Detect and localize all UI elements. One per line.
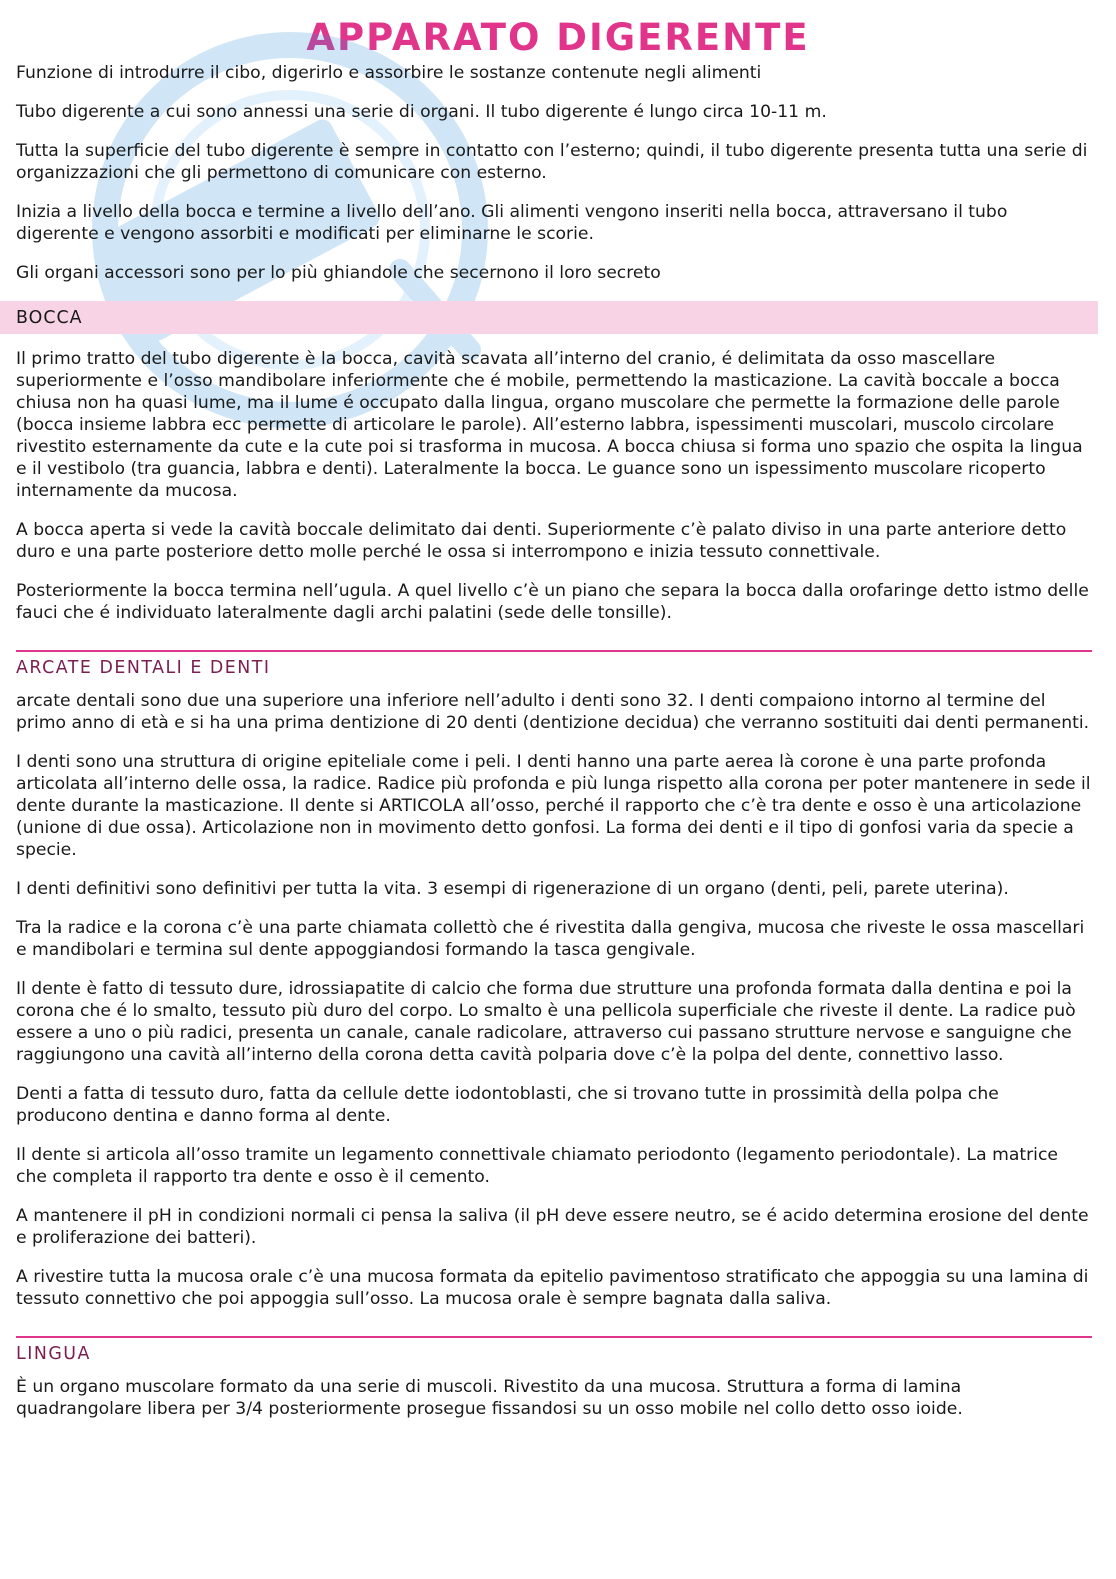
section-divider [16, 1336, 1092, 1338]
intro-paragraph: Inizia a livello della bocca e termine a livello dell’ano. Gli alimenti vengono inseriti nella bocca, attraversano il tubo digerente e vengono assorbiti e modificati per eliminarne le scorie. [16, 202, 1008, 244]
document-body [0, 62, 1116, 1420]
intro-paragraph: Tubo digerente a cui sono annessi una serie di organi. Il tubo digerente é lungo circa 10-11 m. [16, 102, 827, 122]
intro-paragraph: Tutta la superficie del tubo digerente è sempre in contatto con l’esterno; quindi, il tubo digerente presenta tutta una serie di organizzazioni che gli permettono di comunicare con esterno. [16, 141, 1088, 183]
intro-paragraph: Gli organi accessori sono per lo più ghiandole che secernono il loro secreto [16, 263, 661, 283]
arcate-paragraph: Il dente è fatto di tessuto dure, idrossiapatite di calcio che forma due strutture una profonda formata dalla dentina e poi la corona che é lo smalto, tessuto più duro del corpo. Lo smalto è una pellicola superficiale che riveste il dente. La radice può essere a uno o più radici, presenta un canale, canale radicolare, attraverso cui passano strutture nervose e sanguigne che raggiungono una cavità all’interno della corona detta cavità polparia dove c’è la polpa del dente, connettivo lasso. [16, 979, 1076, 1065]
section-heading-bocca: BOCCA [0, 301, 1098, 334]
bocca-paragraph: Posteriormente la bocca termina nell’ugula. A quel livello c’è un piano che separa la bocca dalla orofaringe detto istmo delle fauci che é individuato lateralmente dagli archi palatini (sede delle tonsille). [16, 581, 1089, 623]
arcate-paragraph: I denti definitivi sono definitivi per tutta la vita. 3 esempi di rigenerazione di un organo (denti, peli, parete uterina). [16, 879, 1009, 899]
bocca-paragraph: Il primo tratto del tubo digerente è la bocca, cavità scavata all’interno del cranio, é delimitata da osso mascellare superiormente e l’osso mandibolare inferiormente che é mobile, permettendo la masticazione. La cavità boccale a bocca chiusa non ha quasi lume, ma il lume é occupato dalla lingua, organo muscolare che permette la formazione delle parole (bocca insieme labbra ecc permette di articolare le parole). All’esterno labbra, ispessimenti muscolari, muscolo circolare rivestito esternamente da cute e la cute poi si trasforma in mucosa. A bocca chiusa si forma uno spazio che ospita la lingua e il vestibolo (tra guancia, labbra e denti). Lateralmente la bocca. Le guance sono un ispessimento muscolare ricoperto internamente da mucosa. [16, 349, 1083, 501]
section-heading-lingua: LINGUA [16, 1344, 91, 1364]
page-title: APPARATO DIGERENTE [306, 16, 810, 59]
arcate-paragraph: A rivestire tutta la mucosa orale c’è una mucosa formata da epitelio pavimentoso stratificato che appoggia su una lamina di tessuto connettivo che poi appoggia sull’osso. La mucosa orale è sempre bagnata dalla saliva. [16, 1267, 1089, 1309]
bocca-paragraph: A bocca aperta si vede la cavità boccale delimitato dai denti. Superiormente c’è palato diviso in una parte anteriore detto duro e una parte posteriore detto molle perché le ossa si interrompono e inizia tessuto connettivale. [16, 520, 1067, 562]
arcate-paragraph: arcate dentali sono due una superiore una inferiore nell’adulto i denti sono 32. I denti compaiono intorno al termine del primo anno di età e si ha una prima dentizione di 20 denti (dentizione decidua) che verranno sostituiti dai denti permanenti. [16, 691, 1090, 733]
lingua-paragraph: È un organo muscolare formato da una serie di muscoli. Rivestito da una mucosa. Struttura a forma di lamina quadrangolare libera per 3/4 posteriormente prosegue fissandosi su un osso mobile nel collo detto osso ioide. [16, 1377, 963, 1419]
arcate-paragraph: Denti a fatta di tessuto duro, fatta da cellule dette iodontoblasti, che si trovano tutte in prossimità della polpa che producono dentina e danno forma al dente. [16, 1084, 999, 1126]
section-divider [16, 650, 1092, 652]
arcate-paragraph: Il dente si articola all’osso tramite un legamento connettivale chiamato periodonto (legamento periodontale). La matrice che completa il rapporto tra dente e osso è il cemento. [16, 1145, 1058, 1187]
arcate-paragraph: Tra la radice e la corona c’è una parte chiamata collettò che é rivestita dalla gengiva, mucosa che riveste le ossa mascellari e mandibolari e termina sul dente appoggiandosi formando la tasca gengivale. [16, 918, 1085, 960]
section-heading-arcate-dentali: ARCATE DENTALI E DENTI [16, 658, 271, 678]
arcate-paragraph: A mantenere il pH in condizioni normali ci pensa la saliva (il pH deve essere neutro, se é acido determina erosione del dente e proliferazione dei batteri). [16, 1206, 1089, 1248]
intro-paragraph: Funzione di introdurre il cibo, digerirlo e assorbire le sostanze contenute negli alimenti [16, 63, 762, 83]
arcate-paragraph: I denti sono una struttura di origine epiteliale come i peli. I denti hanno una parte aerea là corone è una parte profonda articolata all’interno delle ossa, la radice. Radice più profonda e più lunga rispetto alla corona per poter mantenere in sede il dente durante la masticazione. Il dente si ARTICOLA all’osso, perché il rapporto che c’è tra dente e osso è una articolazione (unione di due ossa). Articolazione non in movimento detto gonfosi. La forma dei denti e il tipo di gonfosi varia da specie a specie. [16, 752, 1091, 860]
